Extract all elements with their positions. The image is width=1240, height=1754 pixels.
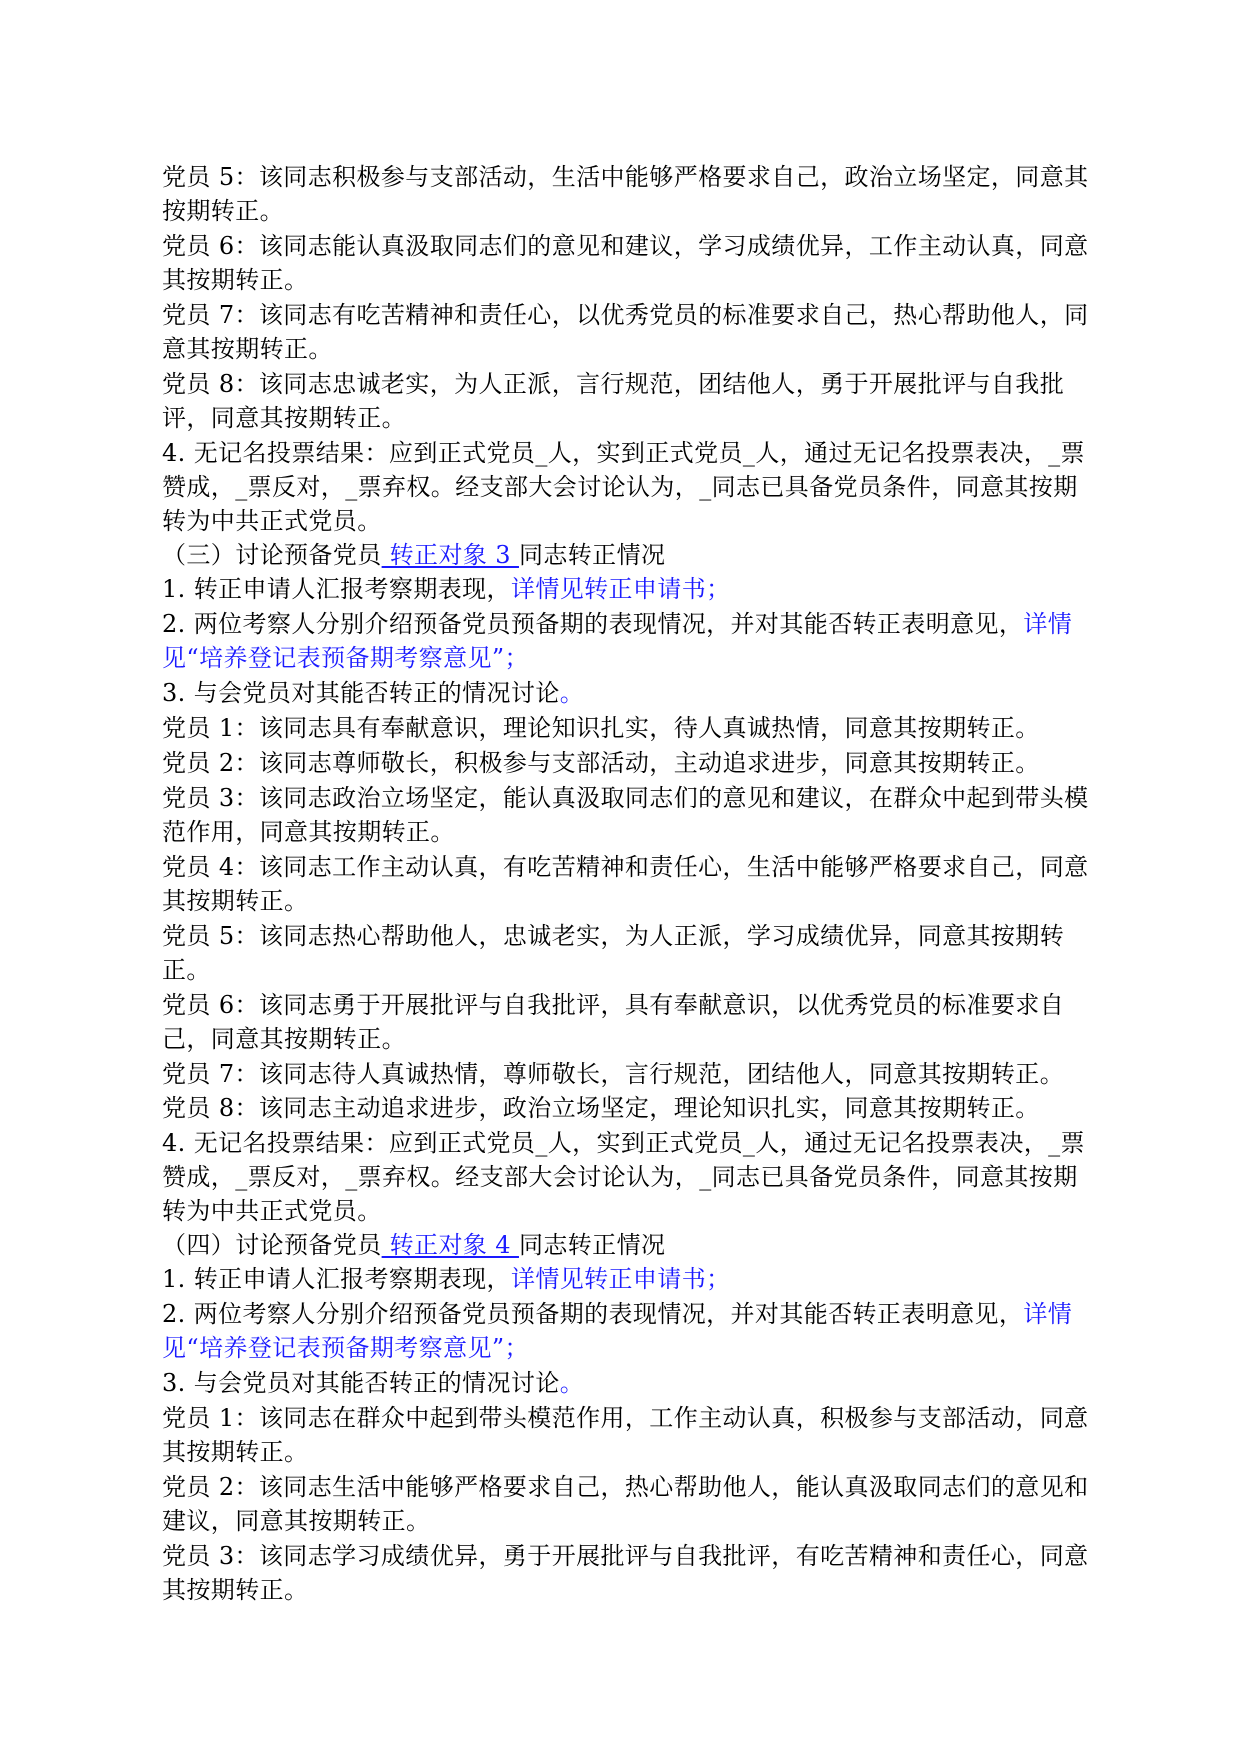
registration-form-reference: 详情见“培养登记表预备期考察意见”； xyxy=(162,1300,1073,1362)
application-reference: 详情见转正申请书； xyxy=(510,575,731,603)
paragraph-member-3-group-3 xyxy=(162,781,1092,849)
paragraph-text: 党员 7：该同志待人真诚热情，尊师敬长，言行规范，团结他人，同意其按期转正。 xyxy=(162,1060,1065,1088)
paragraph-member-6-group-2 xyxy=(162,229,1092,297)
paragraph-text: 党员 2：该同志生活中能够严格要求自己，热心帮助他人，能认真汲取同志们的意见和建议，同意其按期转正。 xyxy=(162,1473,1089,1535)
paragraph-text: 党员 8：该同志主动追求进步，政治立场坚定，理论知识扎实，同意其按期转正。 xyxy=(162,1094,1040,1122)
step-text: 3. 与会党员对其能否转正的情况讨论 xyxy=(162,1369,560,1397)
paragraph-member-2-group-3 xyxy=(162,746,1092,780)
candidate-4-link[interactable]: 转正对象 4 xyxy=(381,1231,519,1259)
paragraph-text: 党员 2：该同志尊师敬长，积极参与支部活动，主动追求进步，同意其按期转正。 xyxy=(162,749,1040,777)
paragraph-member-8-group-2 xyxy=(162,367,1092,435)
paragraph-member-1-group-4 xyxy=(162,1401,1092,1469)
paragraph-text: 党员 3：该同志学习成绩优异，勇于开展批评与自我批评，有吃苦精神和责任心，同意其按期转正。 xyxy=(162,1542,1089,1604)
section-heading-4 xyxy=(162,1228,1092,1262)
paragraph-text: 党员 5：该同志积极参与支部活动，生活中能够严格要求自己，政治立场坚定，同意其按期转正。 xyxy=(162,163,1089,225)
paragraph-vote-result-group-3 xyxy=(162,1126,1092,1228)
paragraph-member-3-group-4 xyxy=(162,1539,1092,1607)
paragraph-text: 党员 4：该同志工作主动认真，有吃苦精神和责任心，生活中能够严格要求自己，同意其按期转正。 xyxy=(162,853,1089,915)
heading-text: （四）讨论预备党员 xyxy=(162,1231,382,1259)
paragraph-text: 党员 6：该同志能认真汲取同志们的意见和建议，学习成绩优异，工作主动认真，同意其按期转正。 xyxy=(162,232,1089,294)
step-text: 1. 转正申请人汇报考察期表现， xyxy=(162,575,511,603)
step-text-period: 。 xyxy=(559,679,585,707)
step-text-period: 。 xyxy=(559,1369,585,1397)
paragraph-member-7-group-3 xyxy=(162,1057,1092,1091)
paragraph-text: 党员 5：该同志热心帮助他人，忠诚老实，为人正派，学习成绩优异，同意其按期转正。 xyxy=(162,922,1065,984)
paragraph-vote-result-group-2 xyxy=(162,436,1092,538)
step-1-report xyxy=(162,572,1092,606)
step-3-discussion xyxy=(162,1366,1092,1400)
paragraph-text: 党员 6：该同志勇于开展批评与自我批评，具有奉献意识，以优秀党员的标准要求自己，同意其按期转正。 xyxy=(162,991,1065,1053)
paragraph-text: 4. 无记名投票结果：应到正式党员_人，实到正式党员_人，通过无记名投票表决，_票赞成，_票反对，_票弃权。经支部大会讨论认为，_同志已具备党员条件，同意其按期转为中共正式党员。 xyxy=(162,439,1085,535)
paragraph-member-4-group-3 xyxy=(162,850,1092,918)
paragraph-member-2-group-4 xyxy=(162,1470,1092,1538)
document-body xyxy=(162,160,1092,1607)
section-heading-3 xyxy=(162,538,1092,572)
step-text: 2. 两位考察人分别介绍预备党员预备期的表现情况，并对其能否转正表明意见， xyxy=(162,1300,1024,1328)
step-2-evaluators xyxy=(162,607,1092,675)
heading-text: （三）讨论预备党员 xyxy=(162,541,382,569)
heading-text-tail: 同志转正情况 xyxy=(518,1231,666,1259)
heading-text-tail: 同志转正情况 xyxy=(518,541,666,569)
application-reference: 详情见转正申请书； xyxy=(510,1265,731,1293)
paragraph-text: 党员 8：该同志忠诚老实，为人正派，言行规范，团结他人，勇于开展批评与自我批评，同意其按期转正。 xyxy=(162,370,1065,432)
paragraph-text: 4. 无记名投票结果：应到正式党员_人，实到正式党员_人，通过无记名投票表决，_票赞成，_票反对，_票弃权。经支部大会讨论认为，_同志已具备党员条件，同意其按期转为中共正式党员。 xyxy=(162,1129,1085,1225)
step-text: 1. 转正申请人汇报考察期表现， xyxy=(162,1265,511,1293)
candidate-3-link[interactable]: 转正对象 3 xyxy=(381,541,519,569)
paragraph-text: 党员 3：该同志政治立场坚定，能认真汲取同志们的意见和建议，在群众中起到带头模范作用，同意其按期转正。 xyxy=(162,784,1089,846)
paragraph-member-6-group-3 xyxy=(162,988,1092,1056)
paragraph-member-5-group-2 xyxy=(162,160,1092,228)
step-2-evaluators xyxy=(162,1297,1092,1365)
paragraph-text: 党员 7：该同志有吃苦精神和责任心，以优秀党员的标准要求自己，热心帮助他人，同意其按期转正。 xyxy=(162,301,1089,363)
step-3-discussion xyxy=(162,676,1092,710)
step-1-report xyxy=(162,1262,1092,1296)
registration-form-reference: 详情见“培养登记表预备期考察意见”； xyxy=(162,610,1073,672)
paragraph-member-8-group-3 xyxy=(162,1091,1092,1125)
paragraph-member-7-group-2 xyxy=(162,298,1092,366)
paragraph-text: 党员 1：该同志在群众中起到带头模范作用，工作主动认真，积极参与支部活动，同意其按期转正。 xyxy=(162,1404,1089,1466)
paragraph-member-1-group-3 xyxy=(162,711,1092,745)
paragraph-text: 党员 1：该同志具有奉献意识，理论知识扎实，待人真诚热情，同意其按期转正。 xyxy=(162,714,1040,742)
paragraph-member-5-group-3 xyxy=(162,919,1092,987)
step-text: 3. 与会党员对其能否转正的情况讨论 xyxy=(162,679,560,707)
step-text: 2. 两位考察人分别介绍预备党员预备期的表现情况，并对其能否转正表明意见， xyxy=(162,610,1024,638)
